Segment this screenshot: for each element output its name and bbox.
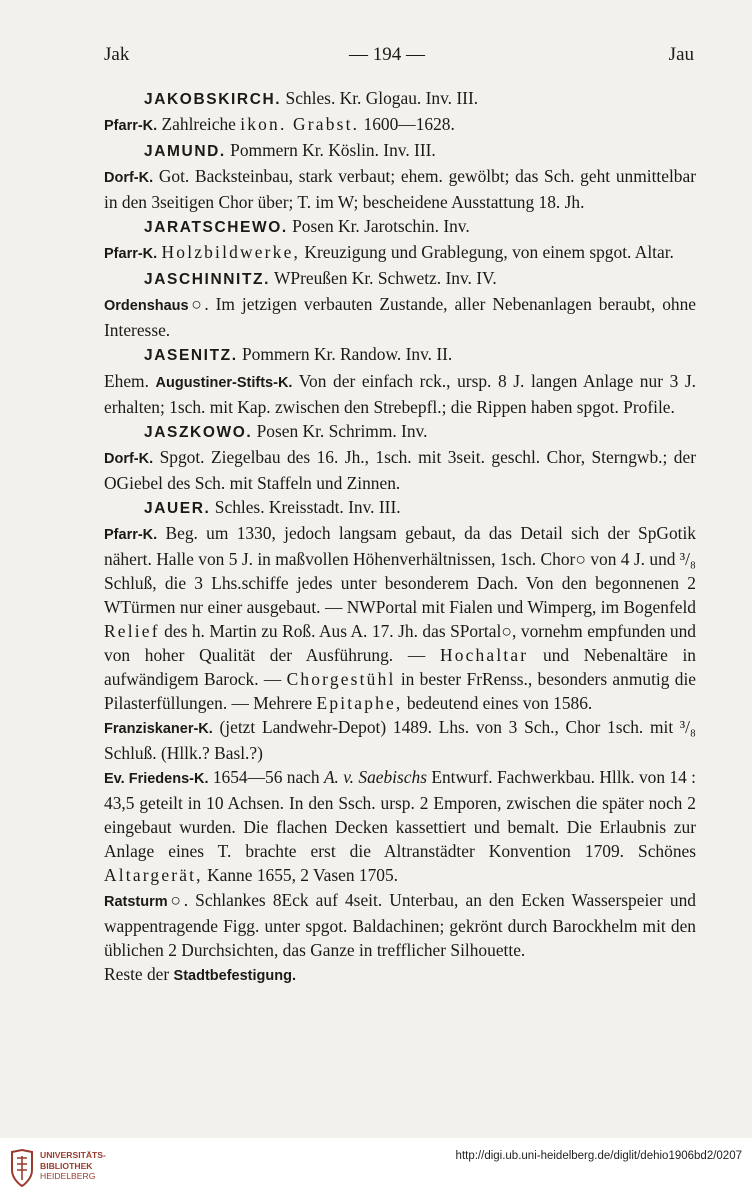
text: WPreußen Kr. Schwetz. Inv. IV. (269, 268, 497, 289)
text: in bester FrRenss., besonders anmutig die Pilasterfüllungen. — Mehrere (104, 669, 696, 714)
entry-title: JASCHINNITZ. (144, 271, 270, 289)
text: des h. Martin zu Roß. Aus A. 17. Jh. das SPortal○, vornehm empfunden und von hoher Qualität der Ausführung. — (104, 620, 696, 666)
text: bedeutend eines von 1586. (402, 693, 593, 714)
text: (jetzt Landwehr-Depot) 1489. Lhs. von 3 Sch., Chor 1sch. mit ³/₈ Schluß. (Hllk.? Basl.?) (104, 717, 696, 764)
bold-term: Pfarr-K. (104, 526, 158, 543)
bold-term: Dorf-K. (104, 450, 154, 467)
header-left-keyword: Jak (104, 44, 130, 65)
bold-term: Pfarr-K. (104, 118, 158, 135)
bold-term: Augustiner-Stifts-K. (155, 374, 293, 391)
entry-jaratschewo (104, 214, 696, 240)
text: Entwurf. Fachwerkbau. Hllk. von 14 : 43,5 geteilt in 10 Achsen. In den Ssch. ursp. 2 Emporen, zwischen die später noch 2 eingebaut wurden. Die flachen Decken kassettiert und bemalt. Die Erlaubnis zur Anlage eines T. brachte erst die Altranstädter Konvention 1709. Schönes (104, 767, 696, 862)
text: Beg. um 1330, jedoch langsam gebaut, da das Detail sich der SpGotik nähert. Halle von 5 J. in maßvollen Höhenverhältnissen, 1sch. Chor○ von 4 J. und ³/₈ Schluß, die 3 Lhs.schiffe jedes unter besonderem Dach. Von den begonnenen 2 WTürmen nur einer ausgebaut. — NWPortal mit Fialen und Wimperg, im Bogenfeld (104, 522, 696, 617)
entry-jaszkowo-church (104, 445, 696, 495)
spaced-term: Relief (104, 620, 160, 641)
entry-jauer-franziskaner (104, 715, 696, 765)
spaced-term: Holzbildwerke, (161, 242, 301, 263)
entry-jaszkowo (104, 419, 696, 445)
bold-term: Franziskaner-K. (104, 721, 213, 738)
entry-title: JARATSCHEWO. (144, 219, 288, 237)
circle-mark: ○. (188, 294, 209, 315)
text: Von der einfach rck., ursp. 8 J. langen Anlage nur 3 J. erhalten; 1sch. mit Kap. zwischen den Strebepfl.; die Rippen haben spgot. Profile. (104, 370, 696, 417)
entry-jauer-ratsturm (104, 888, 696, 962)
library-name (40, 1150, 106, 1182)
text: Posen Kr. Jarotschin. Inv. (287, 216, 470, 237)
spaced-term: Altargerät, (104, 865, 203, 886)
circle-mark: ○. (167, 889, 189, 910)
entry-jasenitz-church (104, 369, 696, 419)
text: Got. Backsteinbau, stark verbaut; ehem. gewölbt; das Sch. geht unmittelbar in den 3seitigen Chor über; T. im W; bescheidene Ausstattung 18. Jh. (104, 166, 696, 213)
bold-term: Dorf-K. (104, 170, 154, 187)
text: Schlankes 8Eck auf 4seit. Unterbau, an den Ecken Wasserspeier und wappentragende Figg. unter spgot. Baldachinen; gekrönt durch Barockhelm mit den üblichen 2 Durchsichten, das Ganze in trefflicher Silhouette. (104, 889, 696, 960)
text: Ehem. (104, 370, 156, 391)
text: Pommern Kr. Köslin. Inv. III. (225, 140, 436, 161)
spaced-term: ikon. Grabst. (240, 114, 360, 135)
entry-title: JASZKOWO. (144, 423, 253, 441)
entry-jaschinnitz-ordenshaus (104, 292, 696, 342)
text: Kreuzigung und Grablegung, von einem spgot. Altar. (300, 242, 674, 263)
text: Schles. Kr. Glogau. Inv. III. (281, 88, 479, 108)
bold-term: Stadtbefestigung. (173, 967, 296, 984)
text: Schles. Kreisstadt. Inv. III. (210, 496, 401, 517)
entry-jakobskirch (104, 86, 696, 112)
text: Im jetzigen verbauten Zustande, aller Nebenanlagen beraubt, ohne Interesse. (104, 294, 696, 341)
text: und Nebenaltäre in aufwändigem Barock. — (104, 645, 697, 690)
text: 1600—1628. (359, 114, 455, 135)
entry-jauer-church (104, 521, 696, 715)
text: 1654—56 nach (208, 767, 324, 788)
library-footer (0, 1138, 752, 1196)
running-header (104, 44, 694, 74)
entry-title: JASENITZ. (144, 347, 238, 365)
library-name-line: HEIDELBERG (40, 1171, 96, 1181)
entry-jauer (104, 495, 696, 521)
entry-title: JAKOBSKIRCH. (144, 91, 282, 108)
entry-jasenitz (104, 342, 696, 368)
text: Reste der (104, 963, 174, 984)
entry-jamund (104, 138, 696, 164)
text: Zahlreiche (157, 114, 241, 135)
text: Pommern Kr. Randow. Inv. II. (237, 344, 453, 365)
bold-term: Ratsturm (104, 893, 168, 910)
spaced-term: Hochaltar (439, 645, 529, 666)
page-number: — 194 — (349, 44, 425, 65)
italic-name: A. v. Saebischs (323, 767, 427, 788)
entry-jaschinnitz (104, 266, 696, 292)
text: Posen Kr. Schrimm. Inv. (252, 420, 428, 441)
page-text (104, 86, 696, 988)
text: Spgot. Ziegelbau des 16. Jh., 1sch. mit 3seit. geschl. Chor, Sterngwb.; der OGiebel des Sch. mit Staffeln und Zinnen. (104, 446, 696, 493)
library-logo-icon (8, 1148, 36, 1188)
bold-term: Ev. Friedens-K. (104, 771, 209, 788)
library-name-line: UNIVERSITÄTS- (40, 1150, 106, 1160)
bold-term: Pfarr-K. (104, 246, 158, 263)
text: Kanne 1655, 2 Vasen 1705. (202, 865, 399, 886)
entry-jaratschewo-church (104, 240, 696, 266)
entry-title: JAMUND. (144, 143, 226, 161)
entry-title: JAUER. (144, 499, 211, 517)
entry-jakobskirch-church (104, 112, 696, 138)
spaced-term: Epitaphe, (316, 693, 403, 714)
entry-jauer-friedenskirche (104, 765, 696, 887)
bold-term: Ordenshaus (104, 298, 189, 315)
entry-jamund-church (104, 164, 696, 214)
header-right-keyword: Jau (668, 44, 694, 65)
entry-jauer-befestigung (104, 962, 696, 988)
library-name-line: BIBLIOTHEK (40, 1160, 93, 1171)
spaced-term: Chorgestühl (286, 669, 396, 690)
permalink-url[interactable]: http://digi.ub.uni-heidelberg.de/diglit/dehio1906bd2/0207 (455, 1150, 742, 1162)
